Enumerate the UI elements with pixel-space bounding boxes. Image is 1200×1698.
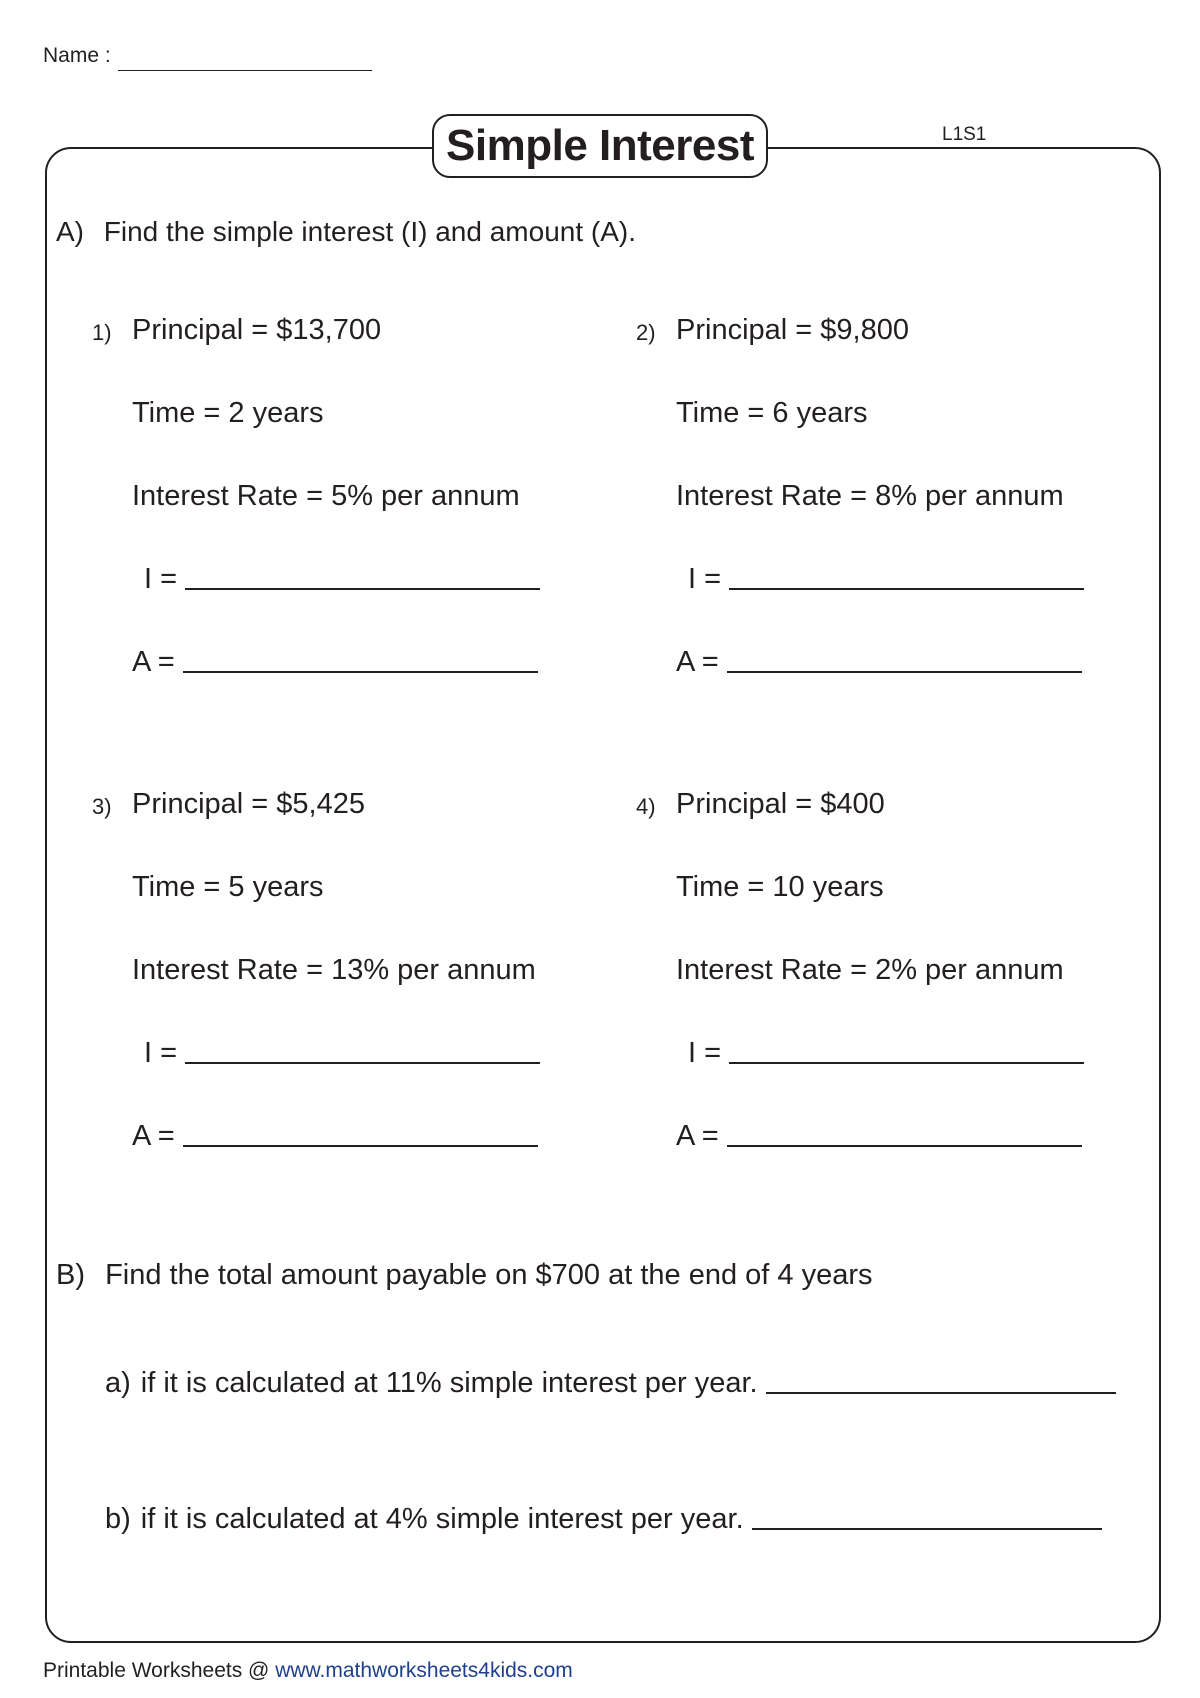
- footer-link[interactable]: www.mathworksheets4kids.com: [275, 1659, 573, 1682]
- problem-4-principal: Principal = $400: [676, 788, 885, 820]
- problem-3-principal: Principal = $5,425: [132, 788, 365, 820]
- section-b-part-a: [105, 1367, 1116, 1400]
- problem-3-amount-label: A =: [132, 1120, 175, 1152]
- worksheet-title-text: Simple Interest: [446, 121, 754, 170]
- problem-3-rate: Interest Rate = 13% per annum: [132, 954, 536, 986]
- problem-2-principal: Principal = $9,800: [676, 314, 909, 346]
- section-b-label: B): [56, 1259, 85, 1291]
- problem-3-interest-label: I =: [144, 1037, 178, 1069]
- problem-2-interest-answer[interactable]: [729, 588, 1084, 590]
- problem-3-time: Time = 5 years: [132, 871, 324, 903]
- part-a-label: a): [105, 1367, 131, 1399]
- problem-4-number: 4): [636, 794, 656, 819]
- section-a-label: A): [56, 216, 84, 247]
- problem-1-amount-label: A =: [132, 646, 175, 678]
- footer: [43, 1659, 573, 1683]
- problem-1-number: 1): [92, 320, 112, 345]
- problem-4-interest-label: I =: [688, 1037, 722, 1069]
- problem-4-amount-answer[interactable]: [727, 1145, 1082, 1147]
- section-b-part-b: [105, 1503, 1102, 1536]
- problem-3-amount-row: [132, 1120, 538, 1153]
- problem-1-time: Time = 2 years: [132, 397, 324, 429]
- problem-2-rate: Interest Rate = 8% per annum: [676, 480, 1064, 512]
- part-b-answer[interactable]: [752, 1528, 1102, 1530]
- problem-3-number: 3): [92, 794, 112, 819]
- part-a-answer[interactable]: [766, 1392, 1116, 1394]
- problem-1-interest-row: [144, 563, 540, 596]
- section-b-instruction: Find the total amount payable on $700 at the end of 4 years: [105, 1259, 873, 1291]
- problem-2-amount-label: A =: [676, 646, 719, 678]
- problem-2-amount-row: [676, 646, 1082, 679]
- problem-2-interest-row: [688, 563, 1084, 596]
- problem-1-amount-answer[interactable]: [183, 671, 538, 673]
- problem-2-amount-answer[interactable]: [727, 671, 1082, 673]
- problem-2-interest-label: I =: [688, 563, 722, 595]
- section-a-instruction: Find the simple interest (I) and amount (A).: [103, 216, 636, 247]
- problem-1-principal: Principal = $13,700: [132, 314, 382, 346]
- problem-4-interest-answer[interactable]: [729, 1062, 1084, 1064]
- problem-3-interest-answer[interactable]: [185, 1062, 540, 1064]
- problem-4-interest-row: [688, 1037, 1084, 1070]
- problem-1-amount-row: [132, 646, 538, 679]
- part-b-label: b): [105, 1503, 131, 1535]
- problem-1-rate: Interest Rate = 5% per annum: [132, 480, 520, 512]
- name-field[interactable]: [118, 70, 372, 71]
- problem-4-rate: Interest Rate = 2% per annum: [676, 954, 1064, 986]
- problem-2-number: 2): [636, 320, 656, 345]
- problem-3-interest-row: [144, 1037, 540, 1070]
- problem-4-time: Time = 10 years: [676, 871, 884, 903]
- worksheet-code: L1S1: [942, 124, 987, 145]
- problem-3-amount-answer[interactable]: [183, 1145, 538, 1147]
- part-b-text: if it is calculated at 4% simple interest per year.: [140, 1503, 744, 1535]
- footer-prefix: Printable Worksheets @: [43, 1659, 270, 1682]
- section-b-heading: [56, 1259, 873, 1292]
- problem-1-interest-answer[interactable]: [185, 588, 540, 590]
- problem-2-time: Time = 6 years: [676, 397, 868, 429]
- section-a-heading: [56, 216, 636, 248]
- worksheet-title: [432, 114, 768, 178]
- part-a-text: if it is calculated at 11% simple interest per year.: [140, 1367, 758, 1399]
- problem-4-amount-label: A =: [676, 1120, 719, 1152]
- problem-4-amount-row: [676, 1120, 1082, 1153]
- problem-1-interest-label: I =: [144, 563, 178, 595]
- name-label: Name :: [43, 44, 111, 67]
